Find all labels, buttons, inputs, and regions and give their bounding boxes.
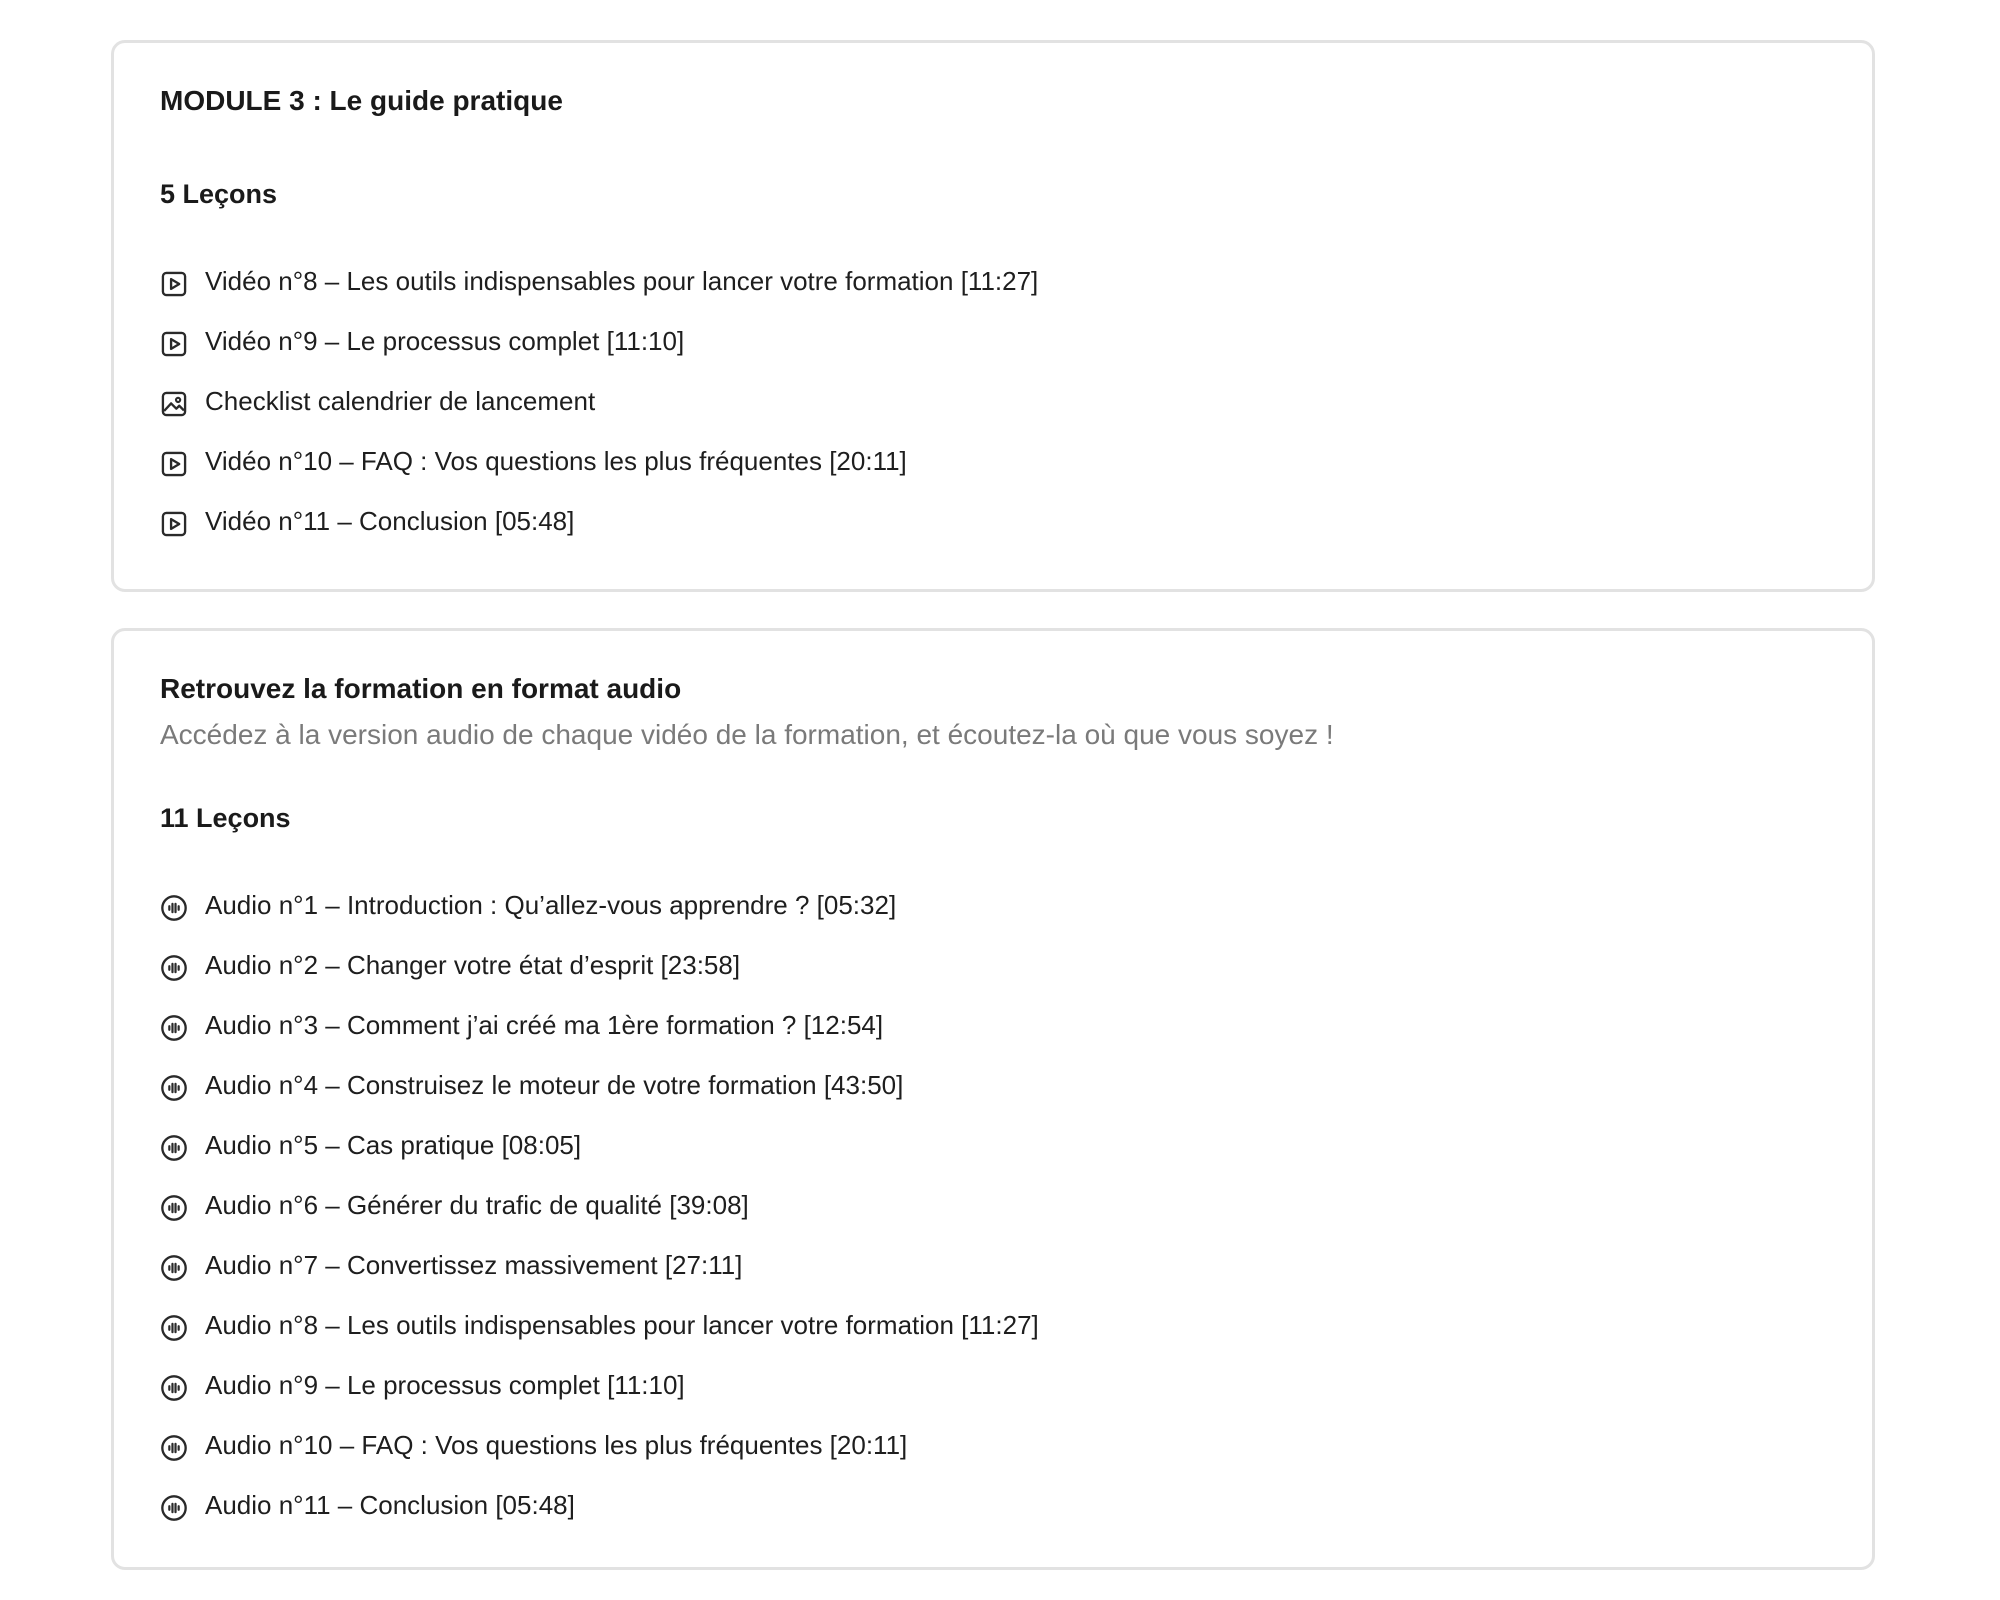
- audio-icon: [160, 894, 188, 922]
- audio-icon: [160, 1074, 188, 1102]
- audio-icon: [160, 1434, 188, 1462]
- video-icon: [160, 330, 188, 358]
- lesson-count: 5 Leçons: [160, 179, 278, 209]
- lesson-item[interactable]: [160, 431, 1038, 491]
- lesson-item[interactable]: [160, 311, 1038, 371]
- audio-icon: [160, 1194, 188, 1222]
- lesson-label: Audio n°9 – Le processus complet [11:10]: [205, 1369, 685, 1400]
- lesson-count: 11 Leçons: [160, 803, 291, 833]
- lesson-label: Vidéo n°10 – FAQ : Vos questions les plus fréquentes [20:11]: [205, 445, 907, 476]
- lesson-item[interactable]: [160, 1415, 1039, 1475]
- module-card: [111, 40, 1875, 592]
- audio-module-title: Retrouvez la formation en format audio: [160, 673, 682, 704]
- audio-icon: [160, 1014, 188, 1042]
- lesson-label: Checklist calendrier de lancement: [205, 385, 596, 416]
- lesson-label: Audio n°2 – Changer votre état d’esprit [23:58]: [205, 949, 741, 980]
- video-icon: [160, 510, 188, 538]
- lesson-label: Audio n°4 – Construisez le moteur de votre formation [43:50]: [205, 1069, 904, 1100]
- lesson-item[interactable]: [160, 1295, 1039, 1355]
- lesson-item[interactable]: [160, 875, 1039, 935]
- audio-icon: [160, 1254, 188, 1282]
- lesson-label: Audio n°8 – Les outils indispensables pour lancer votre formation [11:27]: [205, 1309, 1039, 1340]
- video-icon: [160, 450, 188, 478]
- audio-icon: [160, 1314, 188, 1342]
- lesson-label: Audio n°11 – Conclusion [05:48]: [205, 1489, 575, 1520]
- module-title: MODULE 3 : Le guide pratique: [160, 85, 563, 116]
- lesson-item[interactable]: [160, 251, 1038, 311]
- lesson-label: Vidéo n°8 – Les outils indispensables pour lancer votre formation [11:27]: [205, 265, 1039, 296]
- lesson-label: Audio n°10 – FAQ : Vos questions les plus fréquentes [20:11]: [205, 1429, 908, 1460]
- lesson-list: [160, 251, 1038, 551]
- lesson-item[interactable]: [160, 1115, 1039, 1175]
- lesson-item[interactable]: [160, 1355, 1039, 1415]
- lesson-label: Audio n°3 – Comment j’ai créé ma 1ère formation ? [12:54]: [205, 1009, 884, 1040]
- lesson-item[interactable]: [160, 1055, 1039, 1115]
- lesson-item[interactable]: [160, 1175, 1039, 1235]
- lesson-label: Audio n°5 – Cas pratique [08:05]: [205, 1129, 582, 1160]
- audio-icon: [160, 1134, 188, 1162]
- lesson-label: Audio n°1 – Introduction : Qu’allez-vous apprendre ? [05:32]: [205, 889, 897, 920]
- audio-icon: [160, 1494, 188, 1522]
- audio-icon: [160, 954, 188, 982]
- lesson-label: Audio n°6 – Générer du trafic de qualité [39:08]: [205, 1189, 749, 1220]
- lesson-label: Audio n°7 – Convertissez massivement [27:11]: [205, 1249, 743, 1280]
- lesson-label: Vidéo n°11 – Conclusion [05:48]: [205, 505, 575, 536]
- lesson-item[interactable]: [160, 1235, 1039, 1295]
- lesson-item[interactable]: [160, 995, 1039, 1055]
- lesson-item[interactable]: [160, 935, 1039, 995]
- lesson-item[interactable]: [160, 491, 1038, 551]
- lesson-item[interactable]: [160, 371, 1038, 431]
- lesson-label: Vidéo n°9 – Le processus complet [11:10]: [205, 325, 685, 356]
- lesson-list: [160, 875, 1039, 1535]
- audio-icon: [160, 1374, 188, 1402]
- image-icon: [160, 390, 188, 418]
- lesson-item[interactable]: [160, 1475, 1039, 1535]
- audio-module-subtitle: Accédez à la version audio de chaque vidéo de la formation, et écoutez-la où que vous soyez !: [160, 719, 1334, 750]
- video-icon: [160, 270, 188, 298]
- audio-module-card: [111, 628, 1875, 1570]
